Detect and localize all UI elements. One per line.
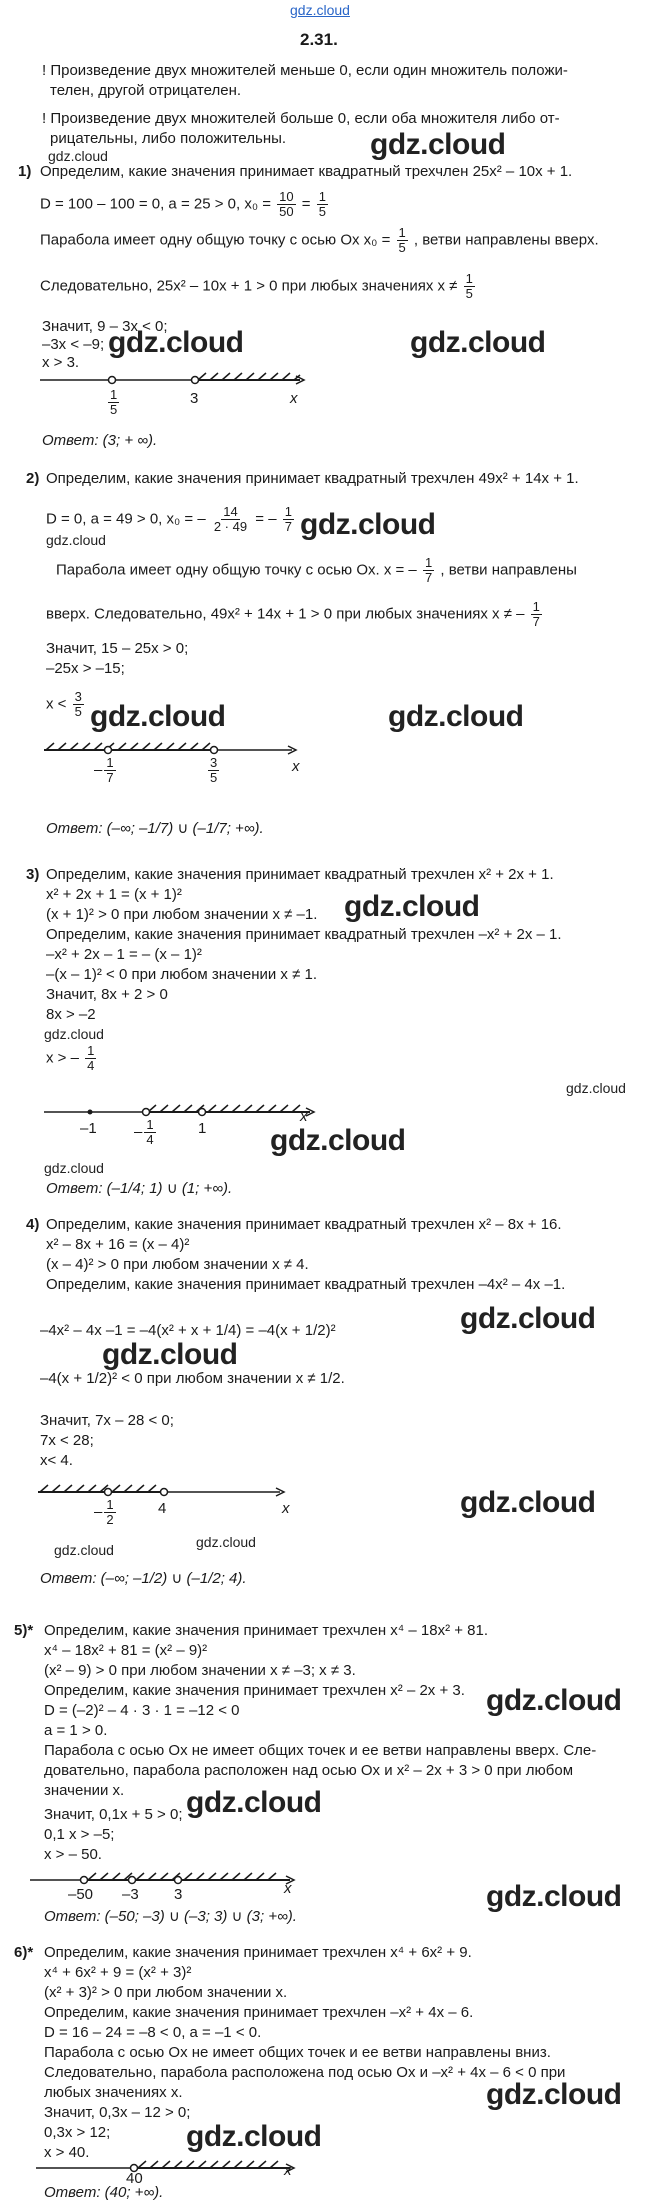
s5-point-3: [175, 1877, 182, 1884]
s2-eq: = –: [255, 510, 277, 528]
s1-frac-d-den: 5: [465, 286, 473, 301]
s4-line-9: x< 4.: [40, 1452, 73, 1469]
s3-axis-frac-den: 4: [146, 1132, 154, 1147]
s1-frac-b-num: 1: [318, 189, 326, 204]
s1-frac-d-num: 1: [465, 271, 473, 286]
s1-axis-frac: [108, 388, 119, 417]
s4-line-3: (x – 4)² > 0 при любом значении x ≠ 4.: [46, 1256, 309, 1273]
s2-axis-frac-2: [208, 756, 219, 785]
s6-line-11: x > 40.: [44, 2144, 90, 2161]
s2-axis-frac-1-num: 1: [106, 755, 114, 770]
s2-line-2: [46, 505, 296, 534]
s3-line-9: [46, 1044, 98, 1073]
s5-line-9: значении x.: [44, 1782, 125, 1799]
s1-line-1: Определим, какие значения принимает квадратный трехчлен 25x² – 10x + 1.: [40, 163, 573, 180]
s1-axis-label-2: 3: [190, 390, 199, 407]
s3-line-6: –(x – 1)² < 0 при любом значении x ≠ 1.: [46, 966, 317, 983]
s4-line-6: –4(x + 1/2)² < 0 при любом значении x ≠ 1/2.: [40, 1370, 345, 1387]
s3-frac-a-num: 1: [87, 1043, 95, 1058]
s5-axis-x: x: [284, 1880, 292, 1897]
s2-axis-label-2: [206, 756, 221, 785]
s4-line-1: Определим, какие значения принимает квадратный трехчлен x² – 8x + 16.: [46, 1216, 562, 1233]
s2-frac-b-den: 7: [284, 519, 292, 534]
watermark-small: gdz.cloud: [48, 148, 108, 164]
s5-line-10: Значит, 0,1x + 5 > 0;: [44, 1806, 183, 1823]
s1-frac-c-num: 1: [398, 225, 406, 240]
s6-line-1: Определим, какие значения принимает трехчлен x⁴ + 6x² + 9.: [44, 1944, 472, 1961]
s3-line-3: (x + 1)² > 0 при любом значении x ≠ –1.: [46, 906, 318, 923]
s1-line-3: [40, 226, 599, 255]
s1-axis-frac-num: 1: [110, 387, 118, 402]
s4-axis-x: x: [282, 1500, 290, 1517]
s6-line-10: 0,3x > 12;: [44, 2124, 111, 2141]
watermark-small: gdz.cloud: [566, 1080, 626, 1096]
s1-line-2: [40, 190, 330, 219]
s2-answer: Ответ: (–∞; –1/7) ∪ (–1/7; +∞).: [46, 820, 264, 837]
watermark: gdz.cloud: [186, 2120, 322, 2153]
s2-point-2: [211, 747, 218, 754]
s1-frac-a-num: 10: [279, 189, 294, 204]
s1-answer: Ответ: (3; + ∞).: [42, 432, 158, 449]
s4-axis-frac-den: 2: [106, 1512, 114, 1527]
watermark: gdz.cloud: [460, 1486, 596, 1519]
s4-hatch: [38, 1485, 162, 1492]
site-link[interactable]: gdz.cloud: [290, 2, 350, 18]
s5-line-2: x⁴ – 18x² + 81 = (x² – 9)²: [44, 1642, 208, 1659]
s6-line-2: x⁴ + 6x² + 9 = (x² + 3)²: [44, 1964, 192, 1981]
watermark-small: gdz.cloud: [46, 532, 106, 548]
s4-line-4: Определим, какие значения принимает квадратный трехчлен –4x² – 4x –1.: [46, 1276, 566, 1293]
s3-answer: Ответ: (–1/4; 1) ∪ (1; +∞).: [46, 1180, 233, 1197]
s2-axis-frac-2-den: 5: [210, 770, 218, 785]
s3-hatch: [146, 1105, 310, 1112]
s1-frac-c-den: 5: [398, 240, 406, 255]
s5-line-3: (x² – 9) > 0 при любом значении x ≠ –3; x ≠ 3.: [44, 1662, 356, 1679]
s5-line-5: D = (–2)² – 4 · 3 · 1 = –12 < 0: [44, 1702, 240, 1719]
s3-line-8: 8x > –2: [46, 1006, 96, 1023]
s2-frac-a: [212, 505, 249, 534]
watermark: gdz.cloud: [486, 1684, 622, 1717]
s6-line-8: любых значениях x.: [44, 2084, 183, 2101]
s3-tick-1: [88, 1110, 93, 1115]
s5-point-1: [81, 1877, 88, 1884]
s6-number: 6)*: [14, 1944, 34, 1961]
s5-line-4: Определим, какие значения принимает трехчлен x² – 2x + 3.: [44, 1682, 465, 1699]
s5-axis-label-3: 3: [174, 1886, 183, 1903]
s6-line-9: Значит, 0,3x – 12 > 0;: [44, 2104, 191, 2121]
s6-line-7: Следовательно, парабола расположена под осью Ox и –x² + 4x – 6 < 0 при: [44, 2064, 566, 2081]
s2-line-5: Значит, 15 – 25x > 0;: [46, 640, 189, 657]
s2-frac-b: [283, 505, 294, 534]
s2-frac-b-num: 1: [284, 504, 292, 519]
s3-axis-label-2: – $\frac{1}{4}$: [134, 1117, 154, 1147]
s2-line-4-text: вверх. Следовательно, 49x² + 14x + 1 > 0 при любых значениях x ≠ –: [46, 605, 525, 623]
s1-point-1: [109, 377, 116, 384]
s5-point-2: [129, 1877, 136, 1884]
s2-axis-frac-1-den: 7: [106, 770, 114, 785]
s3-line-1: Определим, какие значения принимает квадратный трехчлен x² + 2x + 1.: [46, 866, 554, 883]
s2-frac-c-num: 1: [424, 555, 433, 570]
s2-axis-frac-2-num: 3: [210, 755, 218, 770]
s2-frac-a-num: 14: [223, 504, 238, 519]
s2-frac-d: [531, 600, 542, 629]
s1-line-4: [40, 272, 477, 301]
s2-line-2-text: D = 0, a = 49 > 0, x₀ = –: [46, 510, 206, 528]
s3-line-4: Определим, какие значения принимает квадратный трехчлен –x² + 2x – 1.: [46, 926, 562, 943]
s4-axis-label-2: 4: [158, 1500, 167, 1517]
s2-axis-x: x: [292, 758, 300, 775]
s4-axis-frac-num: 1: [106, 1497, 114, 1512]
intro-line-4: рицательны, либо положительны.: [50, 130, 287, 147]
s2-frac-e-den: 5: [74, 704, 82, 719]
s1-line-3-text: Парабола имеет одну общую точку с осью Ox x₀ =: [40, 231, 391, 249]
s1-eq: =: [301, 195, 311, 213]
intro-line-3: ! Произведение двух множителей больше 0, если оба множителя либо от-: [42, 110, 560, 127]
s6-line-4: Определим, какие значения принимает трехчлен –x² + 4x – 6.: [44, 2004, 474, 2021]
s3-line-2: x² + 2x + 1 = (x + 1)²: [46, 886, 182, 903]
s2-line-3: [56, 556, 577, 585]
s6-answer: Ответ: (40; +∞).: [44, 2184, 164, 2201]
s4-line-7: Значит, 7x – 28 < 0;: [40, 1412, 174, 1429]
s6-line-6: Парабола с осью Ox не имеет общих точек и ее ветви направлены вниз.: [44, 2044, 551, 2061]
watermark: gdz.cloud: [410, 326, 546, 359]
s6-number-line: [0, 2148, 650, 2188]
s2-line-1: Определим, какие значения принимает квадратный трехчлен 49x² + 14x + 1.: [46, 470, 579, 487]
watermark-small: gdz.cloud: [44, 1026, 104, 1042]
s1-hatch: [196, 373, 300, 380]
s4-point-1: [105, 1489, 112, 1496]
intro-line-2: телен, другой отрицателен.: [50, 82, 242, 99]
s1-frac-c: [397, 226, 408, 255]
s2-number: 2): [26, 470, 40, 487]
s5-axis-label-2: –3: [122, 1886, 139, 1903]
s2-line-3-tail: , ветви направлены: [440, 561, 577, 579]
watermark: gdz.cloud: [344, 890, 480, 923]
s3-point-1: [143, 1109, 150, 1116]
s3-frac-a: [85, 1044, 96, 1073]
s1-frac-a: [277, 190, 295, 219]
s1-line-4-text: Следовательно, 25x² – 10x + 1 > 0 при любых значениях x ≠: [40, 277, 458, 295]
s1-frac-d: [464, 272, 475, 301]
watermark-small: gdz.cloud: [196, 1534, 256, 1550]
s5-number: 5)*: [14, 1622, 34, 1639]
s5-line-12: x > – 50.: [44, 1846, 102, 1863]
s4-axis-frac: [104, 1498, 115, 1527]
watermark: gdz.cloud: [486, 2078, 622, 2111]
s3-axis-frac-num: 1: [146, 1117, 154, 1132]
s4-line-5: –4x² – 4x –1 = –4(x² + x + 1/4) = –4(x + 1/2)²: [40, 1322, 336, 1339]
watermark: gdz.cloud: [186, 1786, 322, 1819]
watermark-small: gdz.cloud: [54, 1542, 114, 1558]
s1-line-7: x > 3.: [42, 354, 80, 371]
s2-line-3-text: Парабола имеет одну общую точку с осью Ox. x = –: [56, 561, 417, 579]
s4-line-2: x² – 8x + 16 = (x – 4)²: [46, 1236, 190, 1253]
s3-axis-frac: [144, 1118, 155, 1147]
s2-line-6: –25x > –15;: [46, 660, 125, 677]
s2-axis-label-1: – $\frac{1}{7}$: [94, 755, 114, 785]
s1-axis-frac-den: 5: [110, 402, 118, 417]
watermark: gdz.cloud: [300, 508, 436, 541]
s5-line-11: 0,1 x > –5;: [44, 1826, 115, 1843]
s3-axis-label-1: –1: [80, 1120, 97, 1137]
s1-point-2: [192, 377, 199, 384]
s5-axis-label-1: –50: [68, 1886, 94, 1903]
s2-frac-c: [423, 556, 434, 585]
s4-answer: Ответ: (–∞; –1/2) ∪ (–1/2; 4).: [40, 1570, 247, 1587]
watermark: gdz.cloud: [460, 1302, 596, 1335]
s1-line-3-tail: , ветви направлены вверх.: [413, 231, 599, 249]
s5-line-8: довательно, парабола расположен над осью Ox и x² – 2x + 3 > 0 при любом: [44, 1762, 574, 1779]
s1-frac-a-den: 50: [279, 204, 294, 219]
watermark: gdz.cloud: [270, 1124, 406, 1157]
watermark-small: gdz.cloud: [44, 1160, 104, 1176]
s3-frac-a-den: 4: [87, 1058, 95, 1073]
s3-point-2: [199, 1109, 206, 1116]
s2-line-4: [46, 600, 544, 629]
s5-hatch: [86, 1873, 290, 1880]
s6-hatch: [136, 2161, 290, 2168]
watermark: gdz.cloud: [370, 128, 506, 161]
s4-axis-label-1: – $\frac{1}{2}$: [94, 1497, 114, 1527]
s4-number: 4): [26, 1216, 40, 1233]
s3-number: 3): [26, 866, 40, 883]
s2-frac-a-den: 2 · 49: [213, 519, 248, 534]
s1-frac-b: [317, 190, 328, 219]
s3-line-7: Значит, 8x + 2 > 0: [46, 986, 168, 1003]
s1-number-line: [0, 360, 650, 440]
s2-line-7-text: x <: [46, 695, 67, 713]
s2-line-7: [46, 690, 86, 719]
s1-axis-label-1: [106, 388, 121, 417]
problem-number: 2.31.: [300, 30, 338, 49]
s3-axis-label-3: 1: [198, 1120, 207, 1137]
s1-line-6: –3x < –9;: [42, 336, 105, 353]
s2-hatch: [44, 743, 213, 750]
s6-axis-x: x: [284, 2162, 292, 2179]
s1-number: 1): [18, 163, 32, 180]
watermark: gdz.cloud: [388, 700, 524, 733]
s4-point-2: [161, 1489, 168, 1496]
s5-line-7: Парабола с осью Ox не имеет общих точек и ее ветви направлены вверх. Сле-: [44, 1742, 597, 1759]
s1-axis-x: x: [290, 390, 298, 407]
watermark: gdz.cloud: [90, 700, 226, 733]
watermark: gdz.cloud: [102, 1338, 238, 1371]
s1-line-5: Значит, 9 – 3x < 0;: [42, 318, 168, 335]
watermark: gdz.cloud: [108, 326, 244, 359]
s2-axis-frac-1: [104, 756, 115, 785]
s6-line-5: D = 16 – 24 = –8 < 0, a = –1 < 0.: [44, 2024, 262, 2041]
s3-line-9-text: x > –: [46, 1049, 79, 1067]
intro-line-1: ! Произведение двух множителей меньше 0, если один множитель положи-: [42, 62, 568, 79]
s3-line-5: –x² + 2x – 1 = – (x – 1)²: [46, 946, 202, 963]
s2-frac-d-num: 1: [532, 599, 540, 614]
s5-line-1: Определим, какие значения принимает трехчлен x⁴ – 18x² + 81.: [44, 1622, 489, 1639]
s6-axis-label-1: 40: [126, 2170, 143, 2187]
s2-frac-e-num: 3: [74, 689, 82, 704]
s5-answer: Ответ: (–50; –3) ∪ (–3; 3) ∪ (3; +∞).: [44, 1908, 297, 1925]
s2-frac-d-den: 7: [532, 614, 540, 629]
s2-frac-e: [73, 690, 84, 719]
watermark: gdz.cloud: [486, 1880, 622, 1913]
s2-frac-c-den: 7: [424, 570, 433, 585]
s5-line-6: a = 1 > 0.: [44, 1722, 108, 1739]
s3-axis-x: x: [300, 1108, 308, 1125]
s2-point-1: [105, 747, 112, 754]
s1-frac-b-den: 5: [318, 204, 326, 219]
s4-line-8: 7x < 28;: [40, 1432, 94, 1449]
s1-line-2-text: D = 100 – 100 = 0, a = 25 > 0, x₀ =: [40, 195, 271, 213]
s6-line-3: (x² + 3)² > 0 при любом значении x.: [44, 1984, 288, 2001]
